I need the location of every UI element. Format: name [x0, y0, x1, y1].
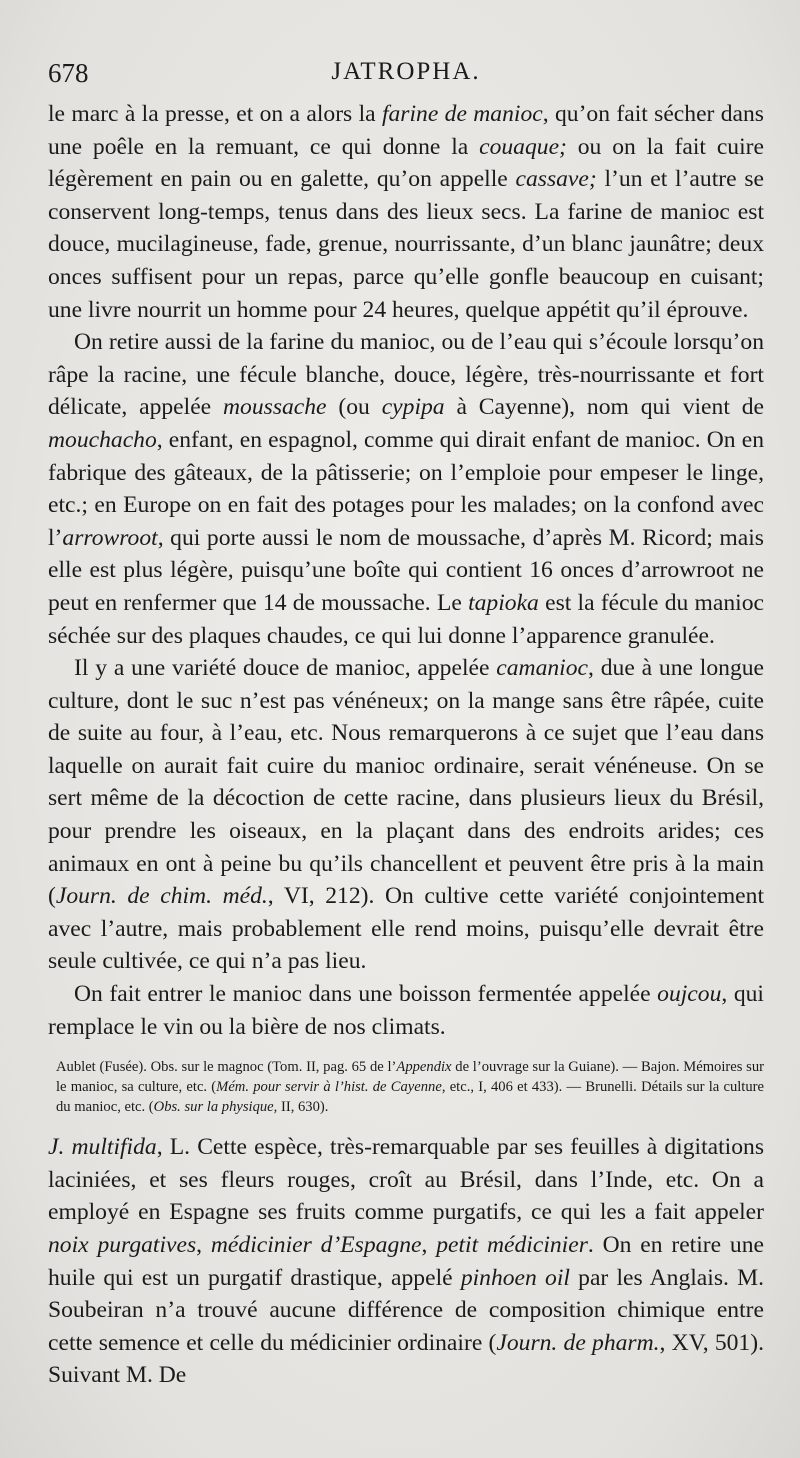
- running-title: JATROPHA.: [331, 58, 481, 85]
- italic-text: Obs. sur la physique: [153, 1099, 274, 1116]
- paragraph: [48, 326, 764, 652]
- text-run: par les Anglais. M. Soubeiran n’a trouvé aucune différence de composition chimique entre cette semence et celle du médicinier ordinaire (: [48, 1264, 764, 1356]
- text-run: , II, 630).: [273, 1099, 329, 1116]
- italic-text: petit médicinier: [436, 1232, 588, 1258]
- text-run: (ou: [326, 394, 382, 421]
- paragraph: [48, 98, 764, 326]
- text-run: à Cayenne), nom qui vient de: [444, 394, 765, 421]
- text-run: . On en retire une huile qui est un purgatif drastique, appelé: [48, 1232, 765, 1291]
- paragraph: [48, 1131, 764, 1392]
- italic-text: Appendix: [396, 1059, 452, 1076]
- text-run: , qu’on fait sécher dans une poêle en la remuant, ce qui donne la: [48, 101, 764, 160]
- italic-text: couaque;: [479, 133, 567, 160]
- italic-text: cypipa: [381, 394, 445, 421]
- text-run: , VI, 212). On cultive cette variété conjointement avec l’autre, mais probablement elle rend moins, puisqu’elle devrait être seule cultivée, ce qui n’a pas lieu.: [48, 883, 765, 975]
- main-text: [48, 98, 764, 1043]
- italic-text: tapioka: [468, 589, 539, 616]
- italic-text: Mém. pour servir à l’hist. de Cayenne: [216, 1079, 442, 1096]
- italic-text: J. multifida: [48, 1134, 157, 1161]
- text-run: , etc., I, 406 et 433). — Brunelli. Détails sur la culture du manioc, etc. (: [56, 1079, 765, 1116]
- italic-text: oujcou: [657, 981, 722, 1008]
- page-header: [48, 58, 764, 98]
- italic-text: moussache: [223, 394, 327, 421]
- italic-text: arrowroot: [62, 524, 158, 551]
- italic-text: mouchacho: [48, 426, 157, 453]
- text-run: , qui porte aussi le nom de moussache, d’après M. Ricord; mais elle est plus légère, puisqu’une boîte qui contient 16 onces d’arrowroot ne peut en renfermer que 14 de moussache. Le: [48, 524, 764, 616]
- italic-text: pinhoen oil: [460, 1264, 570, 1291]
- text-run: de l’ouvrage sur la Guiane). — Bajon. Mémoires sur le manioc, sa culture, etc. (: [56, 1059, 764, 1096]
- text-run: ,: [196, 1232, 211, 1258]
- text-run: ou on la fait cuire légèrement en pain ou en galette, qu’on appelle: [48, 133, 764, 193]
- text-run: , due à une longue culture, dont le suc n’est pas vénéneux; on la mange sans être râpée, cuite de suite au four, à l’eau, etc. Nous remarquerons à ce sujet que l’eau dans laquelle on aurait fait cuire du manioc ordinaire, serait vénéneuse. On se sert même de la décoction de cette racine, dans plusieurs lieux du Brésil, pour prendre les oiseaux, en la plaçant dans des endroits arides; ces animaux en ont à peine bu qu’ils chancellent et peuvent être pris à la main (: [48, 655, 765, 910]
- italic-text: médicinier d’Espagne: [210, 1232, 422, 1258]
- text-run: est la fécule du manioc séchée sur des plaques chaudes, ce qui lui donne l’apparence granulée.: [48, 589, 764, 649]
- footnotes: [48, 1057, 764, 1117]
- page-number: 678: [48, 58, 89, 88]
- text-run: Il y a une variété douce de manioc, appelée: [74, 655, 497, 682]
- text-run: l’un et l’autre se conservent long-temps, tenus dans des lieux secs. La farine de manioc est douce, mucilagineuse, fade, grenue, nourrissante, d’un blanc jaunâtre; deux onces suffisent pour un repas, parce qu’elle gonfle beaucoup en cuisant; une livre nourrit un homme pour 24 heures, quelque appétit qu’il éprouve.: [48, 166, 764, 323]
- italic-text: Journ. de chim. méd.: [55, 883, 268, 910]
- text-run: On fait entrer le manioc dans une boisson fermentée appelée: [74, 981, 658, 1008]
- italic-text: farine de manioc: [381, 101, 543, 127]
- text-run: , L. Cette espèce, très-remarquable par ses feuilles à digitations laciniées, et ses fleurs rouges, croît au Brésil, dans l’Inde, etc. On a employé en Espagne ses fruits comme purgatifs, ce qui les a fait appeler: [48, 1134, 764, 1226]
- footnote: [56, 1057, 764, 1117]
- text-run: Aublet (Fusée). Obs. sur le magnoc (Tom. II, pag. 65 de l’: [56, 1059, 397, 1076]
- italic-text: cassave;: [515, 166, 597, 193]
- text-run: ,: [421, 1232, 437, 1258]
- italic-text: noix purgatives: [48, 1232, 197, 1258]
- text-run: , enfant, en espagnol, comme qui dirait enfant de manioc. On en fabrique des gâteaux, de la pâtisserie; on l’emploie pour empeser le linge, etc.; en Europe on en fait des potages pour les malades; on la confond avec l’: [48, 426, 764, 551]
- italic-text: Journ. de pharm.: [496, 1329, 660, 1356]
- text-run: , XV, 501). Suivant M. De: [48, 1329, 764, 1389]
- text-run: On retire aussi de la farine du manioc, ou de l’eau qui s’écoule lorsqu’on râpe la racine, une fécule blanche, douce, légère, très-nourrissante et fort délicate, appelée: [48, 329, 764, 421]
- text-run: le marc à la presse, et on a alors la: [48, 101, 382, 127]
- italic-text: camanioc: [496, 655, 589, 682]
- text-run: , qui remplace le vin ou la bière de nos climats.: [48, 981, 764, 1040]
- paragraph: [48, 652, 764, 978]
- continuation-text: [48, 1131, 764, 1392]
- paragraph: [48, 978, 764, 1043]
